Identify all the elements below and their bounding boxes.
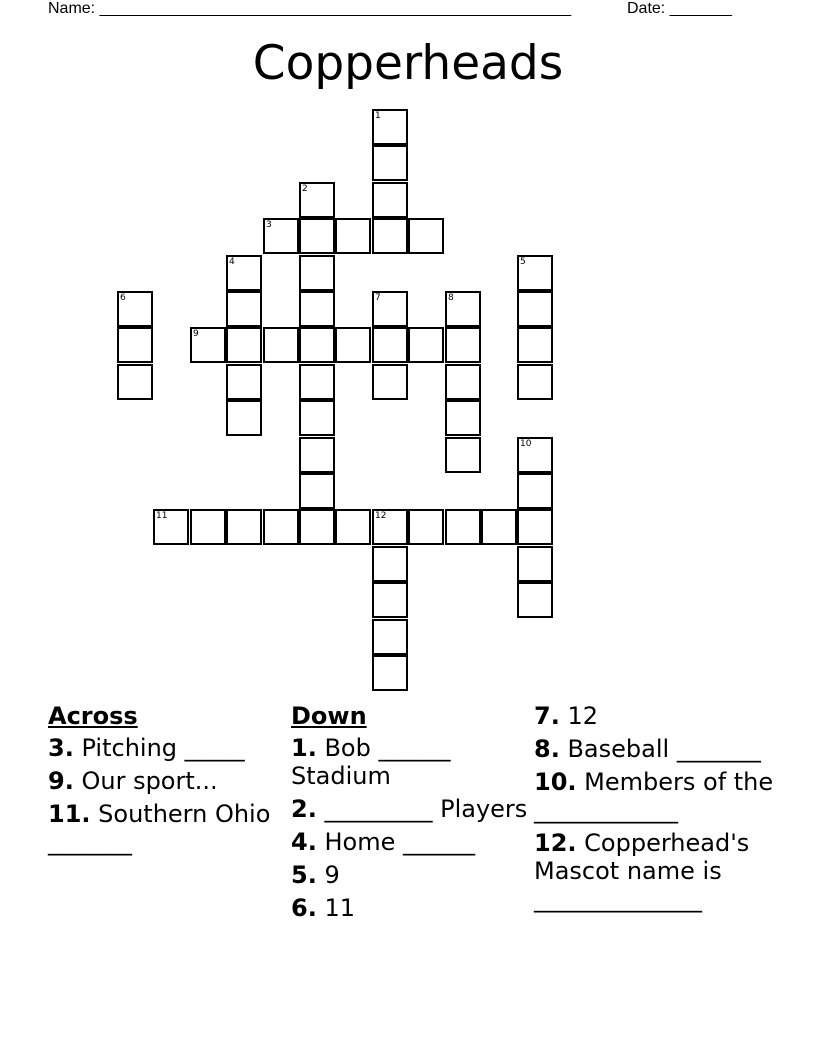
grid-cell[interactable] <box>226 509 262 545</box>
grid-cell[interactable] <box>335 509 371 545</box>
clue-number: 7. <box>534 702 560 730</box>
grid-cell[interactable] <box>445 364 481 400</box>
name-field-label: Name: _____________________________________________________ <box>48 0 572 17</box>
grid-cell[interactable] <box>445 327 481 363</box>
grid-cell[interactable] <box>445 400 481 436</box>
grid-cell[interactable] <box>299 218 335 254</box>
clue-text: Our sport... <box>81 767 218 795</box>
grid-cell[interactable] <box>517 437 553 473</box>
cell-number: 10 <box>520 439 532 449</box>
grid-cell[interactable] <box>517 546 553 582</box>
clue-text: Bob ______ Stadium <box>291 734 451 790</box>
clue-number: 5. <box>291 861 317 889</box>
grid-cell[interactable] <box>372 327 408 363</box>
grid-cell[interactable] <box>263 327 299 363</box>
clue-number: 4. <box>291 828 317 856</box>
grid-cell[interactable] <box>263 509 299 545</box>
cell-number: 1 <box>375 111 381 121</box>
grid-cell[interactable] <box>372 218 408 254</box>
grid-cell[interactable] <box>372 582 408 618</box>
grid-cell[interactable] <box>517 327 553 363</box>
clue-text: _________ Players <box>324 795 528 823</box>
grid-cell[interactable] <box>299 509 335 545</box>
clue-text: 9 <box>324 861 340 889</box>
grid-cell[interactable] <box>408 509 444 545</box>
cell-number: 7 <box>375 293 381 303</box>
grid-cell[interactable] <box>445 437 481 473</box>
clue-text: 12 <box>567 702 599 730</box>
grid-cell[interactable] <box>117 327 153 363</box>
clue-text: Members of the ____________ <box>534 768 774 824</box>
across-clues <box>48 702 288 861</box>
grid-cell[interactable] <box>153 509 189 545</box>
grid-cell[interactable] <box>408 327 444 363</box>
clue-number: 2. <box>291 795 317 823</box>
grid-cell[interactable] <box>299 437 335 473</box>
grid-cell[interactable] <box>517 291 553 327</box>
grid-cell[interactable] <box>299 473 335 509</box>
cell-number: 12 <box>375 511 387 521</box>
page-title: Copperheads <box>252 36 564 91</box>
grid-cell[interactable] <box>190 509 226 545</box>
grid-cell[interactable] <box>372 509 408 545</box>
cell-number: 9 <box>193 329 199 339</box>
grid-cell[interactable] <box>335 218 371 254</box>
grid-cell[interactable] <box>299 400 335 436</box>
cell-number: 3 <box>266 220 272 230</box>
grid-cell[interactable] <box>226 291 262 327</box>
grid-cell[interactable] <box>517 255 553 291</box>
grid-cell[interactable] <box>226 400 262 436</box>
grid-cell[interactable] <box>372 655 408 691</box>
cell-number: 8 <box>448 293 454 303</box>
cell-number: 2 <box>302 184 308 194</box>
clue-across-3 <box>48 734 288 762</box>
clue-across-9 <box>48 767 288 795</box>
grid-cell[interactable] <box>517 509 553 545</box>
grid-cell[interactable] <box>517 473 553 509</box>
grid-cell[interactable] <box>481 509 517 545</box>
clue-down-7 <box>534 702 774 730</box>
clue-number: 11. <box>48 800 91 828</box>
clue-down-4 <box>291 828 531 856</box>
grid-cell[interactable] <box>517 364 553 400</box>
clue-down-5 <box>291 861 531 889</box>
grid-cell[interactable] <box>226 255 262 291</box>
grid-cell[interactable] <box>372 291 408 327</box>
grid-cell[interactable] <box>517 582 553 618</box>
down-clues <box>291 702 531 927</box>
grid-cell[interactable] <box>372 109 408 145</box>
grid-cell[interactable] <box>117 291 153 327</box>
grid-cell[interactable] <box>117 364 153 400</box>
grid-cell[interactable] <box>226 364 262 400</box>
cell-number: 6 <box>120 293 126 303</box>
grid-cell[interactable] <box>335 327 371 363</box>
clue-down-8 <box>534 735 774 763</box>
date-field-label: Date: _______ <box>627 0 732 17</box>
grid-cell[interactable] <box>299 182 335 218</box>
clue-down-2 <box>291 795 531 823</box>
cell-number: 11 <box>156 511 168 521</box>
grid-cell[interactable] <box>372 546 408 582</box>
cell-number: 4 <box>229 257 235 267</box>
clue-number: 1. <box>291 734 317 762</box>
grid-cell[interactable] <box>445 509 481 545</box>
clue-text: Baseball _______ <box>567 735 761 763</box>
clue-text: Southern Ohio _______ <box>48 800 271 856</box>
clue-number: 8. <box>534 735 560 763</box>
grid-cell[interactable] <box>372 145 408 181</box>
clue-down-1 <box>291 734 531 790</box>
across-heading: Across <box>48 702 138 730</box>
grid-cell[interactable] <box>190 327 226 363</box>
clue-down-12 <box>534 829 774 913</box>
down-heading: Down <box>291 702 367 730</box>
cell-number: 5 <box>520 257 526 267</box>
clue-text: Copperhead's Mascot name is ______________ <box>534 829 750 913</box>
clue-across-11 <box>48 800 288 856</box>
clue-number: 3. <box>48 734 74 762</box>
grid-cell[interactable] <box>299 364 335 400</box>
grid-cell[interactable] <box>372 182 408 218</box>
down-clues-continued <box>534 702 774 918</box>
grid-cell[interactable] <box>372 619 408 655</box>
grid-cell[interactable] <box>445 291 481 327</box>
grid-cell[interactable] <box>299 255 335 291</box>
clue-text: Pitching _____ <box>81 734 245 762</box>
grid-cell[interactable] <box>299 291 335 327</box>
clue-down-10 <box>534 768 774 824</box>
grid-cell[interactable] <box>226 327 262 363</box>
clue-number: 12. <box>534 829 577 857</box>
clue-number: 6. <box>291 894 317 922</box>
clue-number: 10. <box>534 768 577 796</box>
clue-number: 9. <box>48 767 74 795</box>
clue-text: Home ______ <box>324 828 475 856</box>
clue-down-6 <box>291 894 531 922</box>
grid-cell[interactable] <box>372 364 408 400</box>
grid-cell[interactable] <box>408 218 444 254</box>
clue-text: 11 <box>324 894 356 922</box>
grid-cell[interactable] <box>263 218 299 254</box>
grid-cell[interactable] <box>299 327 335 363</box>
